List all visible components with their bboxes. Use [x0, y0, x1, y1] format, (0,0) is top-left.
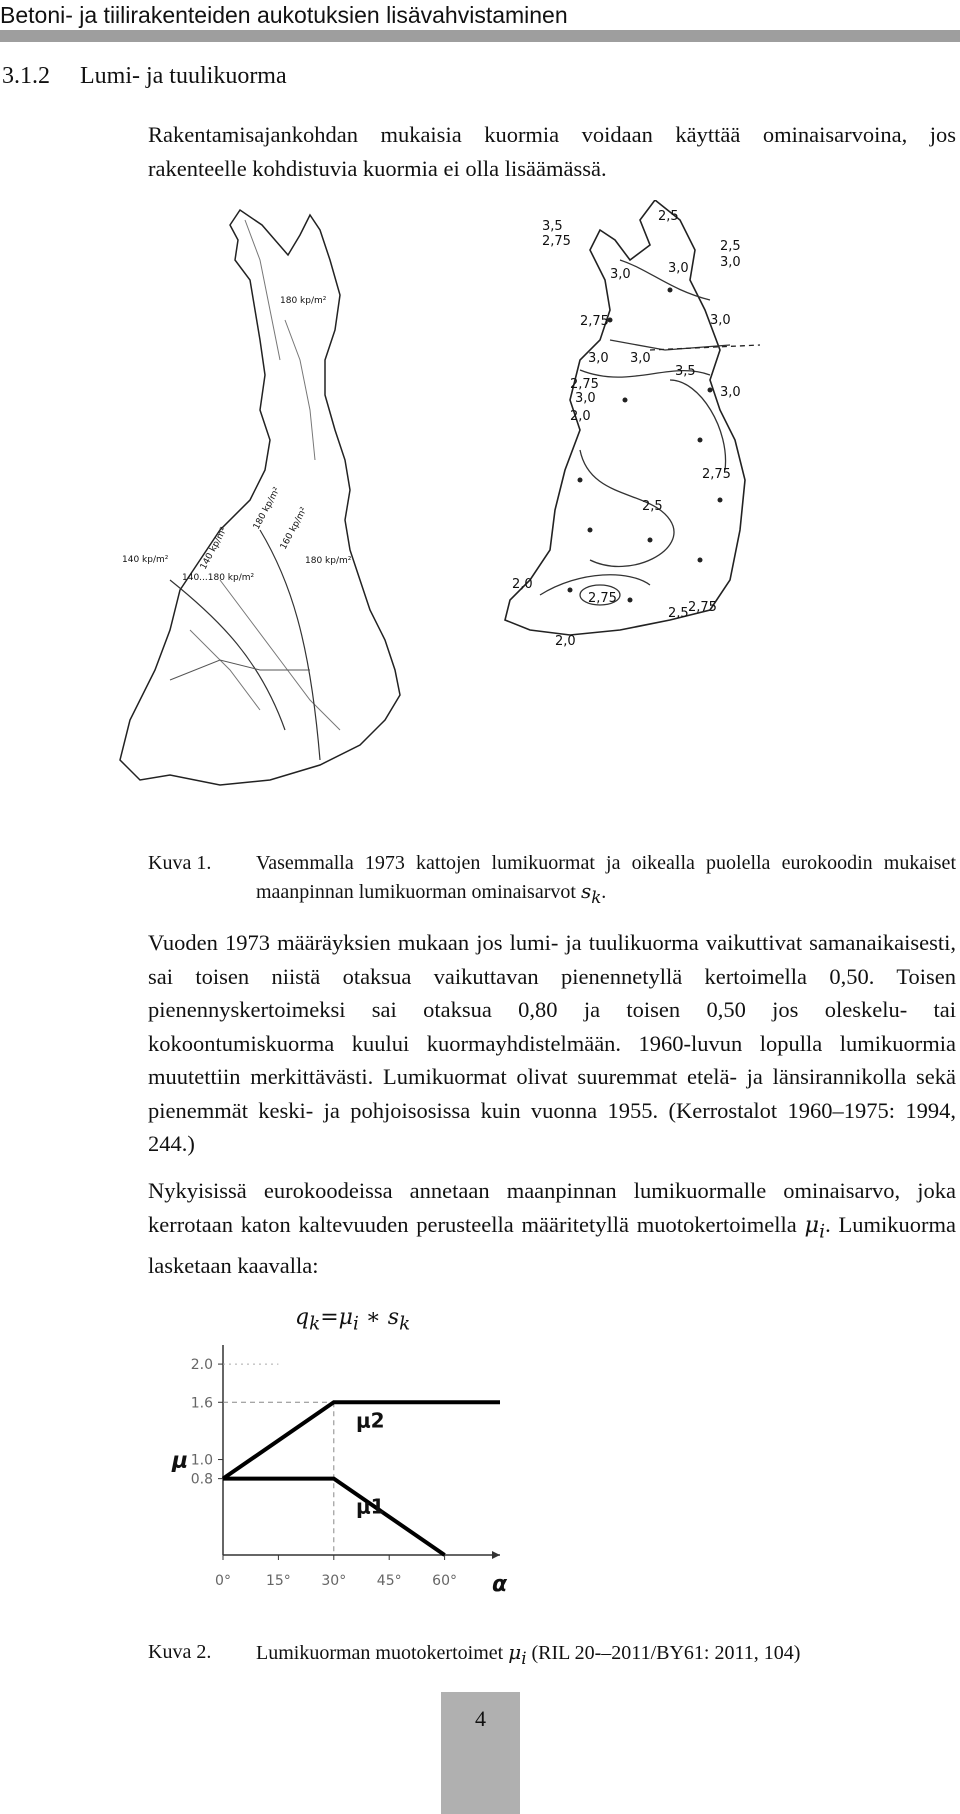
left-map-label-5: 140...180 kp/m² [182, 573, 255, 583]
y-tick-label-1: 1.0 [190, 1452, 213, 1469]
y-axis-label: μ [172, 1448, 189, 1474]
x-tick-label-1: 15° [265, 1573, 291, 1589]
x-axis-label: α [492, 1572, 508, 1597]
right-map-label-20: 2,75 [588, 591, 617, 606]
right-map-label-9: 3,0 [710, 313, 731, 328]
right-map-label-17: 2,75 [702, 467, 731, 482]
right-map-label-11: 3,0 [630, 351, 651, 366]
series-label-0: μ2 [355, 1408, 385, 1433]
left-map-label-1: 180 kp/m² [280, 296, 327, 306]
right-map-label-7: 3,0 [668, 261, 689, 276]
left-map-label-3: 160 kp/m² [278, 505, 310, 552]
figure1-caption-label: Kuva 1. [148, 852, 212, 874]
header-rule [0, 30, 960, 42]
figure2-caption [148, 1638, 956, 1672]
page-number-box [441, 1692, 520, 1814]
section-title: Lumi- ja tuulikuorma [80, 63, 287, 89]
section-heading [2, 63, 287, 90]
figure2-caption-label: Kuva 2. [148, 1641, 212, 1663]
eurocode-measurement-points [568, 288, 723, 603]
y-tick-label-0: 0.8 [190, 1471, 213, 1488]
right-map-label-19: 2,0 [512, 577, 533, 592]
right-map-label-21: 2,5 [668, 606, 689, 621]
section-number: 3.1.2 [2, 63, 50, 89]
right-map-label-15: 2,0 [570, 409, 591, 424]
figure1-caption-text: Vasemmalla 1973 kattojen lumikuormat ja oikealla puolella eurokoodin mukaiset maanpinnan lumikuorman ominaisarvot $s_k$. [256, 852, 956, 907]
right-map-label-5: 3,0 [720, 255, 741, 270]
right-map-label-13: 2,75 [570, 377, 599, 392]
x-axis-arrow [492, 1551, 500, 1559]
right-map-label-16: 3,0 [720, 385, 741, 400]
x-tick-label-4: 60° [432, 1573, 458, 1589]
right-map-label-3: 2,75 [542, 234, 571, 249]
right-map-label-2: 3,5 [542, 219, 563, 234]
right-map-label-8: 2,75 [580, 314, 609, 329]
series-line-1 [223, 1479, 445, 1555]
shape-coefficient-chart [160, 1335, 580, 1615]
figure2-caption-text: Lumikuorman muotokertoimet $\mu_i$ (RIL 20-–2011/BY61: 2011, 104) [256, 1640, 801, 1668]
right-map-label-1: 2,5 [658, 209, 679, 224]
x-tick-label-3: 45° [376, 1573, 402, 1589]
figure1-caption [148, 849, 956, 909]
series-label-1: μ1 [355, 1494, 385, 1519]
right-map-label-18: 2,5 [642, 499, 663, 514]
x-tick-label-2: 30° [321, 1573, 347, 1589]
page-number: 4 [475, 1706, 486, 1731]
snow-load-maps-figure [110, 200, 870, 800]
left-map-label-7: 180 kp/m² [251, 485, 283, 532]
right-map-label-22: 2,75 [688, 600, 717, 615]
document-header-title: Betoni- ja tiilirakenteiden aukotuksien lisävahvistaminen [0, 2, 568, 28]
x-tick-label-0: 0° [215, 1573, 231, 1589]
finland-map-1973 [120, 210, 400, 785]
right-map-label-10: 3,0 [588, 351, 609, 366]
y-tick-label-2: 1.6 [190, 1395, 213, 1412]
right-map-label-14: 3,0 [575, 391, 596, 406]
right-map-label-6: 3,0 [610, 267, 631, 282]
right-map-label-23: 2,0 [555, 634, 576, 649]
y-tick-label-3: 2.0 [190, 1357, 213, 1374]
eurocode-paragraph: Nykyisissä eurokoodeissa annetaan maanpinnan lumikuormalle ominaisarvo, joka kerrotaan katon kaltevuuden perusteella määritetyllä muotokertoimella $\mu_i$. Lumikuorma lasketaan kaavalla: [148, 1178, 956, 1278]
regulations-1973-paragraph: Vuoden 1973 määräyksien mukaan jos lumi- ja tuulikuorma vaikuttivat samanaikaisesti, sai toisen niistä otaksua vaikuttavan pienennetyllä kertoimella 0,50. Toisen pienennyskertoimeksi sai otaksua 0,80 ja toisen 0,50 jos oleskelu- tai kokoontumiskuorma kuului kuormayhdistelmään. 1960-luvun lopulla lumikuormia muutettiin merkittävästi. Lumikuormat olivat suuremmat etelä- ja länsirannikolla sekä pienemmät keski- ja pohjoisosissa kuin vuonna 1955. (Kerrostalot 1960–1975: 1994, 244.) [148, 930, 956, 1156]
right-map-label-12: 3,5 [675, 364, 696, 379]
snow-load-formula: $q_k=\mu_i$ ∗ $s_k$ [295, 1305, 411, 1335]
left-map-label-6: 180 kp/m² [305, 556, 352, 566]
left-map-label-2: 140 kp/m² [198, 525, 230, 572]
intro-paragraph: Rakentamisajankohdan mukaisia kuormia voidaan käyttää ominaisarvoina, jos rakenteelle kohdistuvia kuormia ei olla lisäämässä. [148, 122, 956, 181]
left-map-label-4: 140 kp/m² [122, 555, 169, 565]
right-map-label-4: 2,5 [720, 239, 741, 254]
